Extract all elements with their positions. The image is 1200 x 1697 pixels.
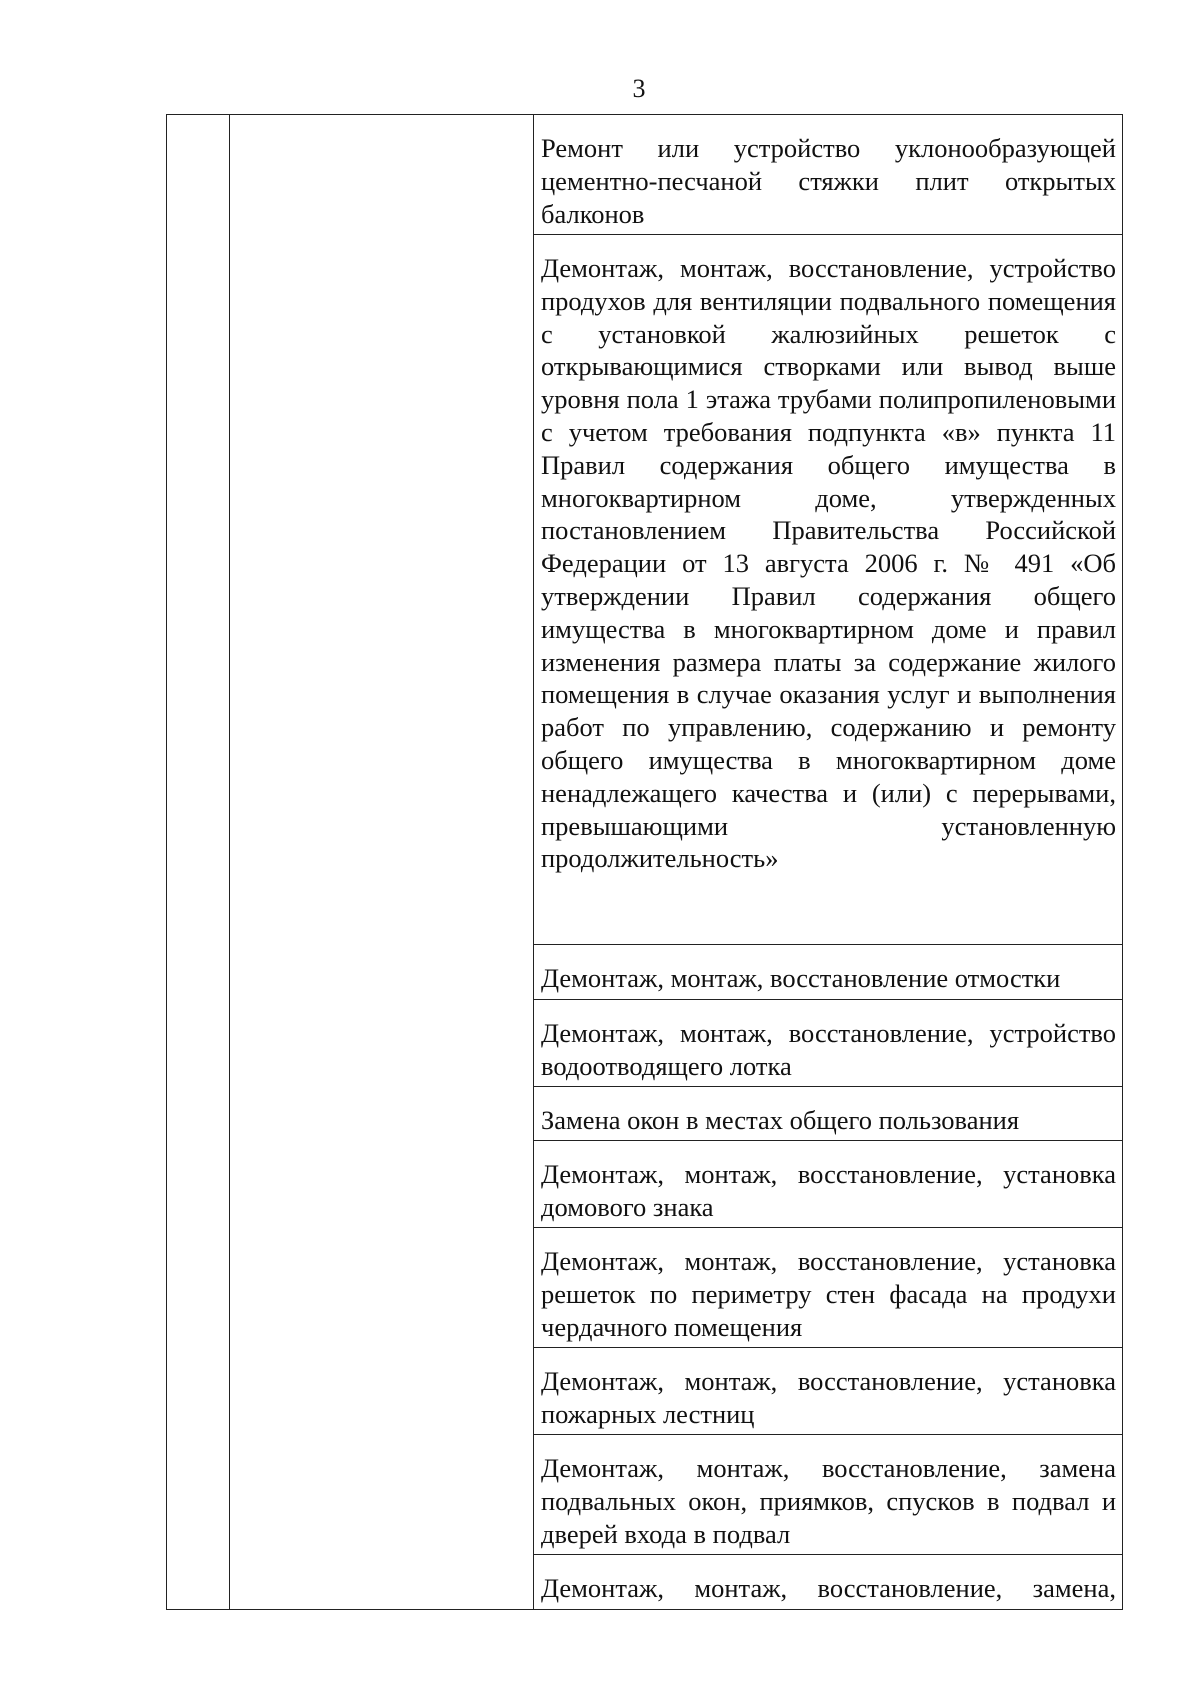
table-row: Демонтаж, монтаж, восстановление, установка домового знака: [534, 1141, 1122, 1228]
table-row: Ремонт или устройство уклонообразующей цементно-песчаной стяжки плит открытых балконов: [534, 115, 1122, 235]
works-table: [166, 114, 1123, 1610]
table-row: Демонтаж, монтаж, восстановление, замена подвальных окон, приямков, спусков в подвал и дверей входа в подвал: [534, 1435, 1122, 1555]
table-row: Демонтаж, монтаж, восстановление, установка пожарных лестниц: [534, 1348, 1122, 1435]
table-row: Демонтаж, монтаж, восстановление отмостки: [534, 945, 1122, 1000]
table-row: Замена окон в местах общего пользования: [534, 1087, 1122, 1141]
table-row: Демонтаж, монтаж, восстановление, замена,: [541, 1573, 1116, 1603]
works-column: [534, 115, 1122, 1609]
page-number: 3: [632, 74, 646, 103]
column-divider-1: [229, 115, 230, 1609]
table-row: Демонтаж, монтаж, восстановление, устройство продухов для вентиляции подвального помещения с установкой жалюзийных решеток с открывающимися створками или вывод выше уровня пола 1 этажа трубами полипропиленовыми с учетом требования подпункта «в» пункта 11 Правил содержания общего имущества в многоквартирном доме, утвержденных постановлением Правительства Российской Федерации от 13 августа 2006 г. № 491 «Об утверждении Правил содержания общего имущества в многоквартирном доме и правил изменения размера платы за содержание жилого помещения в случае оказания услуг и выполнения работ по управлению, содержанию и ремонту общего имущества в многоквартирном доме ненадлежащего качества и (или) с перерывами, превышающими установленную продолжительность»: [534, 235, 1122, 945]
table-row: Демонтаж, монтаж, восстановление, устройство водоотводящего лотка: [534, 1000, 1122, 1087]
table-row: Демонтаж, монтаж, восстановление, установка решеток по периметру стен фасада на продухи чердачного помещения: [534, 1228, 1122, 1348]
